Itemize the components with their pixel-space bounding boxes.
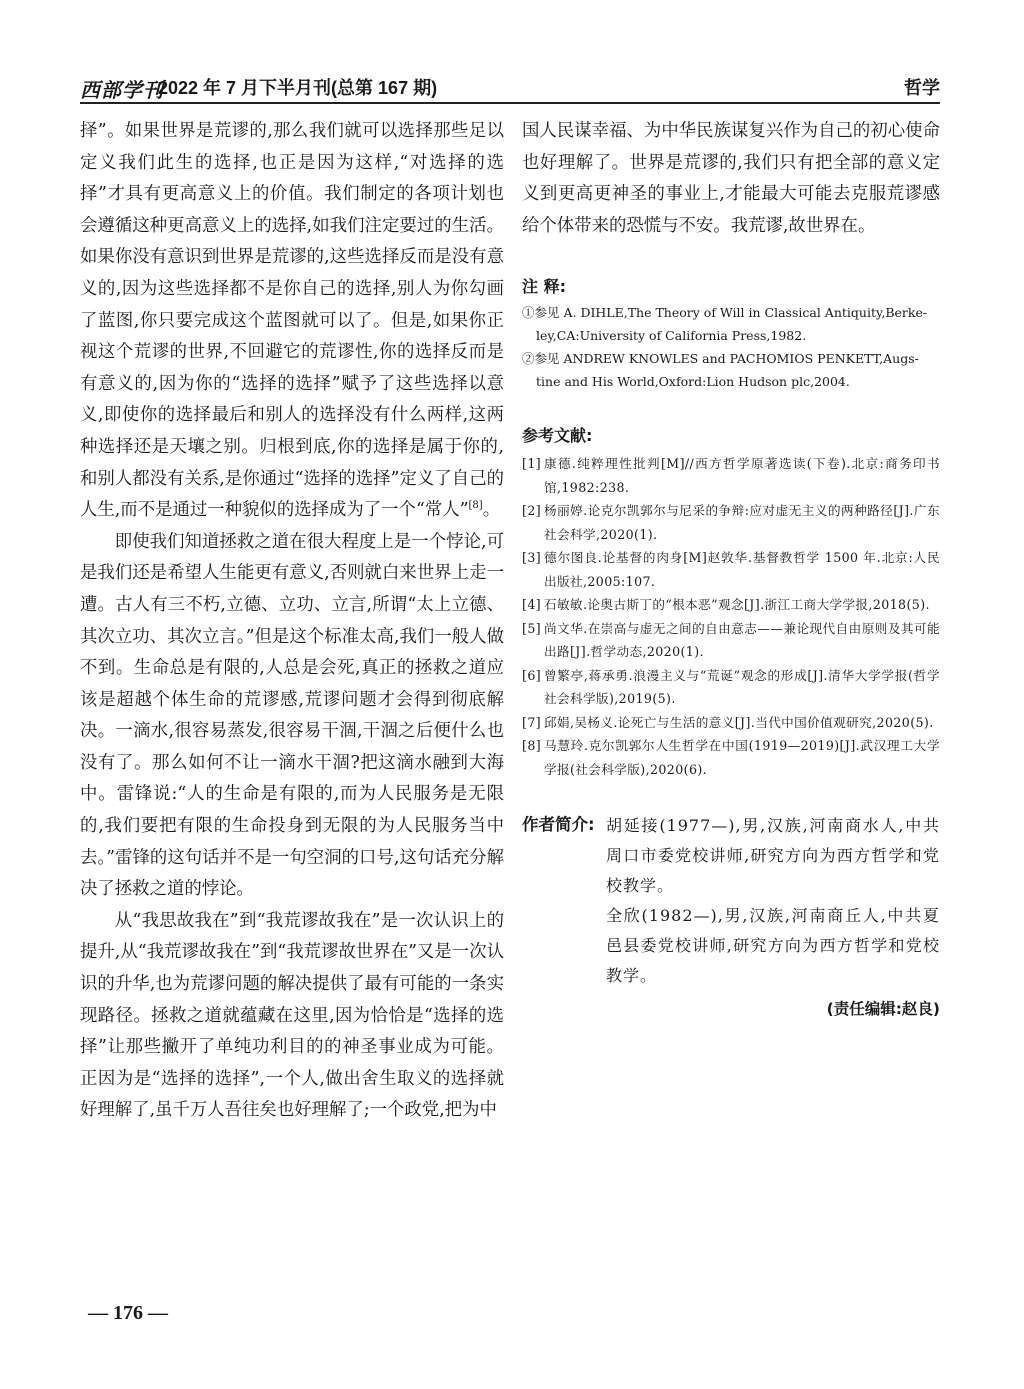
- reference-item: [522, 452, 940, 499]
- reference-item: [522, 499, 940, 546]
- paragraph-2: 即使我们知道拯救之道在很大程度上是一个悖论,可是我们还是希望人生能更有意义,否则就白来世界上走一遭。古人有三不朽,立德、立功、立言,所谓“太上立德、其次立功、其次立言。”但是这个标准太高,我们一般人做不到。生命总是有限的,人总是会死,真正的拯救之道应该是超越个体生命的荒谬感,荒谬问题才会得到彻底解决。一滴水,很容易蒸发,很容易干涸,干涸之后便什么也没有了。那么如何不让一滴水干涸?把这滴水融到大海中。雷锋说:“人的生命是有限的,而为人民服务是无限的,我们要把有限的生命投身到无限的为人民服务当中去。”雷锋的这句话并不是一句空洞的口号,这句话充分解决了拯救之道的悖论。: [80, 531, 504, 900]
- reference-text: 尚文华.在崇高与虚无之间的自由意志——兼论现代自由原则及其可能出路[J].哲学动态,2020(1).: [544, 620, 940, 660]
- left-column: [80, 116, 504, 1127]
- paragraph-1-text: 择”。如果世界是荒谬的,那么我们就可以选择那些足以定义我们此生的选择,也正是因为这样,“对选择的选择”才具有更高意义上的价值。我们制定的各项计划也会遵循这种更高意义上的选择,如我们注定要过的生活。如果你没有意识到世界是荒谬的,这些选择反而是没有意义的,因为这些选择都不是你自己的选择,别人为你勾画了蓝图,你只要完成这个蓝图就可以了。但是,如果你正视这个荒谬的世界,不回避它的荒谬性,你的选择反而是有意义的,因为你的“选择的选择”赋予了这些选择以意义,即使你的选择最后和别人的选择没有什么两样,这两种选择还是天壤之别。归根到底,你的选择是属于你的,和别人都没有关系,是你通过“选择的选择”定义了自己的人生,而不是通过一种貌似的选择成为了一个“常人”: [80, 121, 504, 521]
- reference-number: [4]: [522, 597, 542, 613]
- author-bio-2: 全欣(1982—),男,汉族,河南商丘人,中共夏邑县委党校讲师,研究方向为西方哲学和党校教学。: [606, 906, 940, 986]
- reference-item: [522, 711, 940, 735]
- reference-number: [7]: [522, 714, 542, 730]
- reference-number: [8]: [522, 738, 542, 754]
- reference-text: 德尔图良.论基督的肉身[M]赵敦华.基督教哲学 1500 年.北京:人民出版社,2005:107.: [544, 550, 940, 589]
- note-2-line-1: ②参见 ANDREW KNOWLES and PACHOMIOS PENKETT,Augs-: [522, 351, 919, 367]
- reference-item: [522, 546, 940, 593]
- right-column: [522, 116, 940, 1019]
- note-1-line-2: ley,CA:University of California Press,1982.: [536, 328, 807, 344]
- reference-text: 康德.纯粹理性批判[M]//西方哲学原著选读(下卷).北京:商务印书馆,1982:238.: [544, 456, 940, 495]
- paragraph-1: [80, 116, 504, 527]
- reference-number: [2]: [522, 503, 542, 519]
- reference-number: [1]: [522, 456, 542, 472]
- author-bio: [522, 811, 940, 991]
- reference-text: 曾繁亭,蒋承勇.浪漫主义与“荒诞”观念的形成[J].清华大学学报(哲学社会科学版),2019(5).: [544, 667, 940, 707]
- reference-text: 杨丽婷.论克尔凯郭尔与尼采的争辩:应对虚无主义的两种路径[J].广东社会科学,2020(1).: [544, 503, 940, 542]
- page-number: — 176 —: [88, 1302, 168, 1324]
- journal-logo: 西部学刊: [80, 78, 164, 102]
- note-item: [522, 347, 940, 393]
- paragraph-continued: 国人民谋幸福、为中华民族谋复兴作为自己的初心使命也好理解了。世界是荒谬的,我们只有把全部的意义定义到更高更神圣的事业上,才能最大可能去克服荒谬感给个体带来的恐慌与不安。我荒谬,故世界在。: [522, 121, 940, 236]
- paragraph-3: 从“我思故我在”到“我荒谬故我在”是一次认识上的提升,从“我荒谬故我在”到“我荒谬故世界在”又是一次认识的升华,也为荒谬问题的解决提供了最有可能的一条实现路径。拯救之道就蕴藏在这里,因为恰恰是“选择的选择”让那些撇开了单纯功利目的的神圣事业成为可能。正因为是“选择的选择”,一个人,做出舍生取义的选择就好理解了,虽千万人吾往矣也好理解了;一个政党,把为中: [80, 910, 504, 1121]
- section-name: 哲学: [904, 78, 940, 98]
- header-rule: [80, 102, 940, 104]
- responsible-editor: (责任编辑:赵良): [826, 1000, 940, 1019]
- reference-item: [522, 664, 940, 711]
- notes-heading: 注 释:: [522, 277, 566, 297]
- references-heading: 参考文献:: [522, 426, 593, 446]
- reference-text: 邱娟,吴杨义.论死亡与生活的意义[J].当代中国价值观研究,2020(5).: [544, 714, 934, 730]
- reference-number: [5]: [522, 620, 542, 636]
- reference-item: [522, 593, 940, 617]
- references-list: [522, 452, 940, 781]
- notes-list: [522, 301, 940, 393]
- running-header: [80, 72, 940, 100]
- note-item: [522, 301, 940, 347]
- reference-number: [6]: [522, 667, 542, 683]
- citation-8: [8]: [468, 500, 483, 512]
- issue-info: 2022 年 7 月下半月刊(总第 167 期): [158, 78, 438, 98]
- reference-number: [3]: [522, 550, 542, 566]
- author-bio-label: 作者简介:: [522, 815, 595, 835]
- reference-text: 石敏敏.论奥古斯丁的“根本恶”观念[J].浙江工商大学学报,2018(5).: [544, 597, 930, 613]
- note-1-line-1: ①参见 A. DIHLE,The Theory of Will in Classical Antiquity,Berke-: [522, 305, 928, 321]
- reference-text: 马慧玲.克尔凯郭尔人生哲学在中国(1919—2019)[J].武汉理工大学学报(社会科学版),2020(6).: [544, 738, 940, 777]
- reference-item: [522, 734, 940, 781]
- author-bio-1: 胡延接(1977—),男,汉族,河南商水人,中共周口市委党校讲师,研究方向为西方哲学和党校教学。: [606, 816, 940, 896]
- reference-item: [522, 617, 940, 664]
- paragraph-1-end: 。: [482, 500, 501, 521]
- note-2-line-2: tine and His World,Oxford:Lion Hudson plc,2004.: [536, 374, 850, 390]
